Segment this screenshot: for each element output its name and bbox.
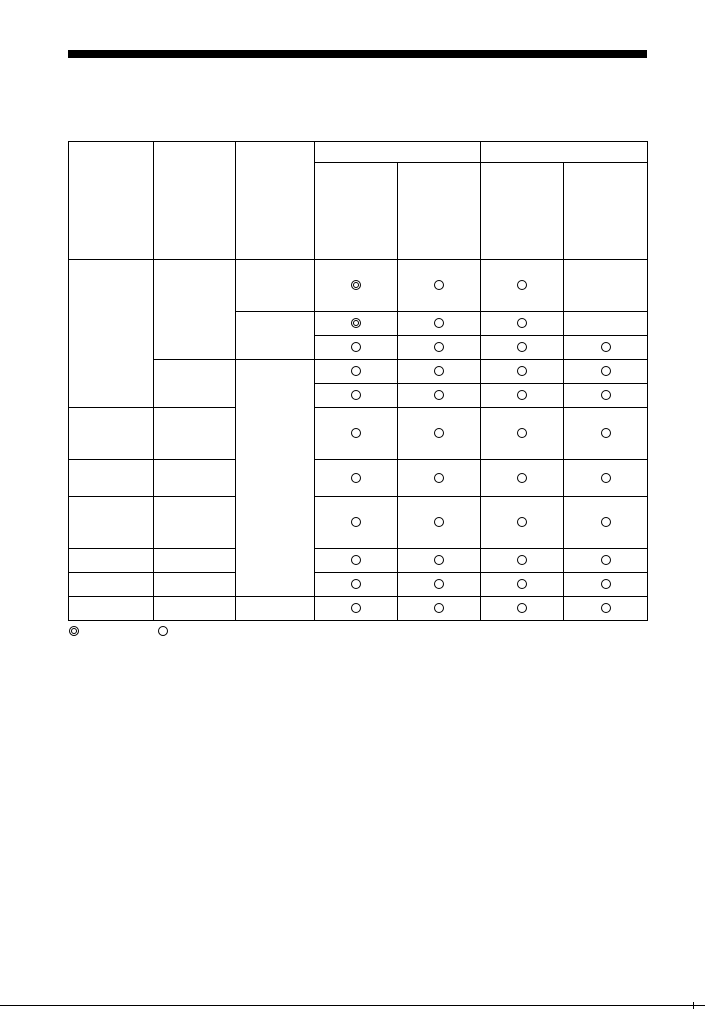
- circle-icon: [351, 342, 361, 352]
- table-cell: [398, 460, 481, 497]
- table-cell: [315, 408, 398, 460]
- table-cell: [398, 497, 481, 549]
- circle-icon: [434, 366, 444, 376]
- table-cell: [481, 384, 564, 408]
- table-cell: [398, 260, 481, 312]
- circle-icon: [601, 603, 611, 613]
- table-cell: [398, 549, 481, 573]
- table-cell: [564, 312, 648, 336]
- table-cell: [69, 597, 154, 621]
- table-cell: [154, 597, 236, 621]
- table-row: [69, 360, 648, 384]
- circle-icon: [351, 366, 361, 376]
- table-cell: [564, 573, 648, 597]
- table-cell: [481, 497, 564, 549]
- table-cell: [69, 497, 154, 549]
- table-cell: [315, 336, 398, 360]
- table-cell: [481, 549, 564, 573]
- table-cell: [315, 597, 398, 621]
- double-circle-icon: [351, 318, 361, 328]
- circle-icon: [601, 555, 611, 565]
- table-row: [69, 408, 648, 460]
- table-cell: [481, 312, 564, 336]
- circle-icon: [601, 390, 611, 400]
- table-cell: [481, 336, 564, 360]
- table-cell: [564, 497, 648, 549]
- table-cell: [315, 549, 398, 573]
- table-cell: [481, 408, 564, 460]
- circle-icon: [434, 428, 444, 438]
- circle-icon: [517, 603, 527, 613]
- table-cell: [236, 597, 315, 621]
- table-cell: [154, 573, 236, 597]
- table-cell: [481, 360, 564, 384]
- header-cell: [315, 163, 398, 260]
- circle-icon: [434, 517, 444, 527]
- circle-icon: [517, 390, 527, 400]
- bottom-rule: [0, 1005, 705, 1006]
- table-cell: [154, 497, 236, 549]
- table-cell: [564, 549, 648, 573]
- header-group-cell: [315, 142, 481, 163]
- circle-icon: [517, 342, 527, 352]
- circle-icon: [601, 366, 611, 376]
- circle-icon: [517, 428, 527, 438]
- circle-icon: [517, 280, 527, 290]
- table-cell: [315, 460, 398, 497]
- table-row: [69, 260, 648, 312]
- circle-icon: [434, 280, 444, 290]
- circle-icon: [351, 473, 361, 483]
- circle-icon: [434, 555, 444, 565]
- circle-icon: [601, 428, 611, 438]
- table-cell: [154, 460, 236, 497]
- circle-icon: [351, 390, 361, 400]
- circle-icon: [351, 555, 361, 565]
- circle-icon: [351, 579, 361, 589]
- table-cell: [564, 460, 648, 497]
- table-cell: [564, 260, 648, 312]
- table-row: [69, 549, 648, 573]
- circle-icon: [517, 366, 527, 376]
- table-cell: [315, 260, 398, 312]
- circle-icon: [517, 517, 527, 527]
- table-cell: [398, 360, 481, 384]
- circle-icon: [351, 428, 361, 438]
- table-cell: [564, 384, 648, 408]
- table-cell: [398, 384, 481, 408]
- table-cell: [69, 460, 154, 497]
- compatibility-table: [68, 141, 648, 621]
- circle-icon: [434, 579, 444, 589]
- table-cell: [154, 360, 236, 408]
- table-cell: [398, 573, 481, 597]
- table-cell: [315, 384, 398, 408]
- header-cell: [481, 163, 564, 260]
- header-cell: [154, 142, 236, 260]
- circle-icon: [601, 342, 611, 352]
- table-cell: [398, 312, 481, 336]
- table-cell: [69, 408, 154, 460]
- table-cell: [398, 597, 481, 621]
- table-cell: [236, 360, 315, 597]
- header-cell: [398, 163, 481, 260]
- table-cell: [398, 408, 481, 460]
- table-row: [69, 460, 648, 497]
- circle-icon: [517, 318, 527, 328]
- table-cell: [315, 497, 398, 549]
- circle-icon: [601, 517, 611, 527]
- circle-icon: [601, 473, 611, 483]
- table-cell: [564, 360, 648, 384]
- double-circle-icon: [69, 626, 79, 636]
- circle-icon: [517, 579, 527, 589]
- circle-icon: [434, 318, 444, 328]
- table-cell: [481, 573, 564, 597]
- legend: [68, 624, 647, 640]
- circle-icon: [351, 603, 361, 613]
- circle-icon: [434, 342, 444, 352]
- circle-icon: [601, 579, 611, 589]
- circle-icon: [351, 517, 361, 527]
- table-row: [69, 497, 648, 549]
- double-circle-icon: [351, 280, 361, 290]
- table-cell: [481, 260, 564, 312]
- edge-mark: [693, 1002, 694, 1009]
- table-cell: [564, 597, 648, 621]
- header-group-cell: [481, 142, 648, 163]
- table-cell: [69, 573, 154, 597]
- table-row: [69, 573, 648, 597]
- table-cell: [154, 260, 236, 360]
- table-cell: [69, 549, 154, 573]
- table-cell: [481, 597, 564, 621]
- circle-icon: [434, 390, 444, 400]
- title-bar: [68, 50, 647, 58]
- table-cell: [315, 312, 398, 336]
- circle-icon: [158, 626, 168, 636]
- header-cell: [236, 142, 315, 260]
- table-cell: [154, 549, 236, 573]
- circle-icon: [517, 473, 527, 483]
- circle-icon: [434, 603, 444, 613]
- table-cell: [564, 336, 648, 360]
- table-cell: [315, 573, 398, 597]
- table-cell: [69, 260, 154, 408]
- table-cell: [481, 460, 564, 497]
- table-row: [69, 597, 648, 621]
- header-cell: [69, 142, 154, 260]
- table-cell: [315, 360, 398, 384]
- circle-icon: [434, 473, 444, 483]
- table-cell: [154, 408, 236, 460]
- table-cell: [398, 336, 481, 360]
- header-row: [69, 142, 648, 163]
- table-cell: [564, 408, 648, 460]
- header-cell: [564, 163, 648, 260]
- table-cell: [236, 312, 315, 360]
- table-cell: [236, 260, 315, 312]
- circle-icon: [517, 555, 527, 565]
